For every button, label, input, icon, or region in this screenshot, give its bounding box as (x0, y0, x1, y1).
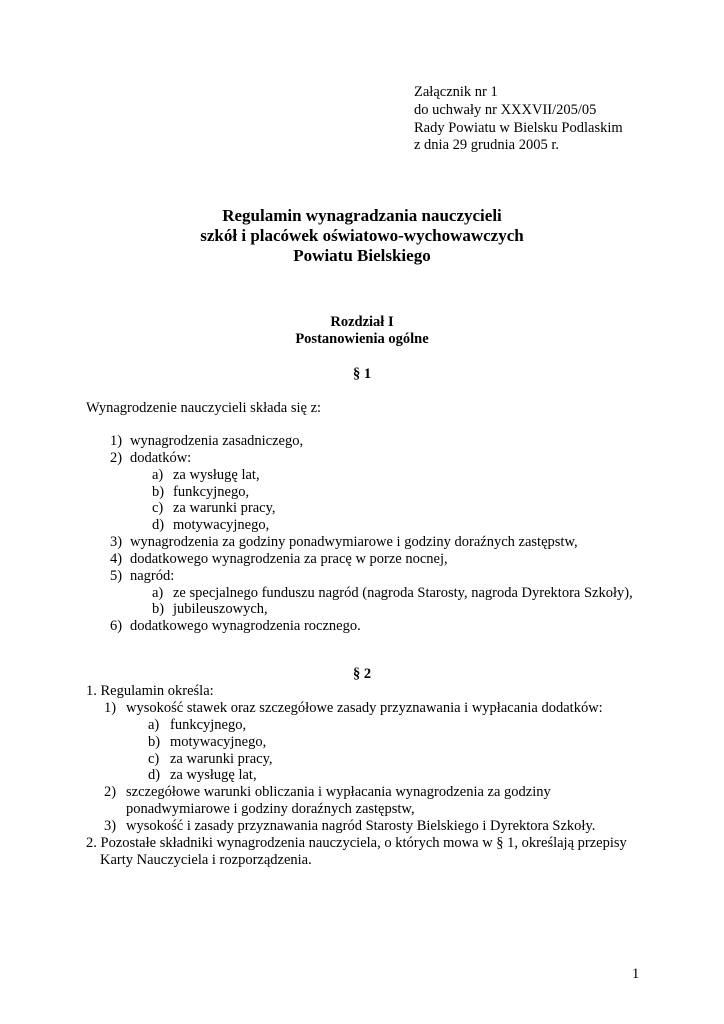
attachment-label: Załącznik nr 1 (414, 84, 498, 100)
sublist-item-letter: b) (152, 484, 165, 500)
sublist-item-letter: b) (152, 601, 165, 617)
list-item-number: 5) (110, 568, 123, 584)
sublist-item-letter: a) (152, 467, 164, 483)
list-item-number: 6) (110, 618, 123, 634)
sublist-item-text: ze specjalnego funduszu nagród (nagroda Starosty, nagroda Dyrektora Szkoły), (173, 585, 633, 601)
title-line-3: Powiatu Bielskiego (293, 246, 431, 265)
list-item-number: 2) (110, 450, 123, 466)
list-item-text-continued: ponadwymiarowe i godziny doraźnych zastępstw, (126, 801, 415, 817)
list-item-number: 4) (110, 551, 123, 567)
title-line-2: szkół i placówek oświatowo-wychowawczych (200, 226, 524, 245)
list-item-number: 1) (110, 433, 123, 449)
chapter-number: Rozdział I (330, 314, 394, 330)
sublist-item-text: za warunki pracy, (173, 500, 276, 516)
sublist-item-text: za warunki pracy, (170, 751, 273, 767)
list-item-number: 1) (104, 700, 117, 716)
sublist-item-text: motywacyjnego, (173, 517, 270, 533)
sublist-item-letter: b) (148, 734, 161, 750)
list-item-text: dodatkowego wynagrodzenia rocznego. (130, 618, 361, 634)
sublist-item-letter: c) (148, 751, 160, 767)
resolution-number: do uchwały nr XXXVII/205/05 (414, 102, 597, 118)
section-2-paragraph-2-continued: Karty Nauczyciela i rozporządzenia. (100, 852, 312, 868)
section-1-intro: Wynagrodzenie nauczycieli składa się z: (86, 400, 322, 416)
sublist-item-text: motywacyjnego, (170, 734, 267, 750)
chapter-name: Postanowienia ogólne (295, 331, 429, 347)
sublist-item-text: jubileuszowych, (173, 601, 268, 617)
sublist-item-text: za wysługę lat, (173, 467, 260, 483)
council-name: Rady Powiatu w Bielsku Podlaskim (414, 120, 623, 136)
list-item-text: wynagrodzenia zasadniczego, (130, 433, 304, 449)
sublist-item-letter: c) (152, 500, 164, 516)
title-line-1: Regulamin wynagradzania nauczycieli (222, 206, 502, 225)
sublist-item-letter: a) (148, 717, 160, 733)
list-item-text: nagród: (130, 568, 175, 584)
list-item-number: 3) (110, 534, 123, 550)
sublist-item-text: funkcyjnego, (170, 717, 247, 733)
list-item-text-justified: szczegółowe warunki obliczania i wypłacania wynagrodzenia za godziny (126, 784, 551, 800)
sublist-item-letter: a) (152, 585, 164, 601)
list-item-number: 2) (104, 784, 117, 800)
list-item-text: dodatkowego wynagrodzenia za pracę w porze nocnej, (130, 551, 448, 567)
list-item-text: wynagrodzenia za godziny ponadwymiarowe i godziny doraźnych zastępstw, (130, 534, 578, 550)
section-2-paragraph-2: 2. Pozostałe składniki wynagrodzenia nauczyciela, o których mowa w § 1, określają przepisy (86, 835, 627, 851)
sublist-item-text: funkcyjnego, (173, 484, 250, 500)
resolution-date: z dnia 29 grudnia 2005 r. (414, 137, 559, 153)
sublist-item-letter: d) (148, 767, 161, 783)
sublist-item-text: za wysługę lat, (170, 767, 257, 783)
section-2-mark: § 2 (352, 666, 372, 682)
list-item-text: wysokość stawek oraz szczegółowe zasady przyznawania i wypłacania dodatków: (126, 700, 603, 716)
section-2-paragraph-1: 1. Regulamin określa: (86, 683, 214, 699)
list-item-text: dodatków: (130, 450, 192, 466)
sublist-item-letter: d) (152, 517, 165, 533)
page-number: 1 (632, 966, 640, 982)
list-item-text: wysokość i zasady przyznawania nagród Starosty Bielskiego i Dyrektora Szkoły. (126, 818, 596, 834)
section-1-mark: § 1 (352, 366, 372, 382)
list-item-number: 3) (104, 818, 117, 834)
